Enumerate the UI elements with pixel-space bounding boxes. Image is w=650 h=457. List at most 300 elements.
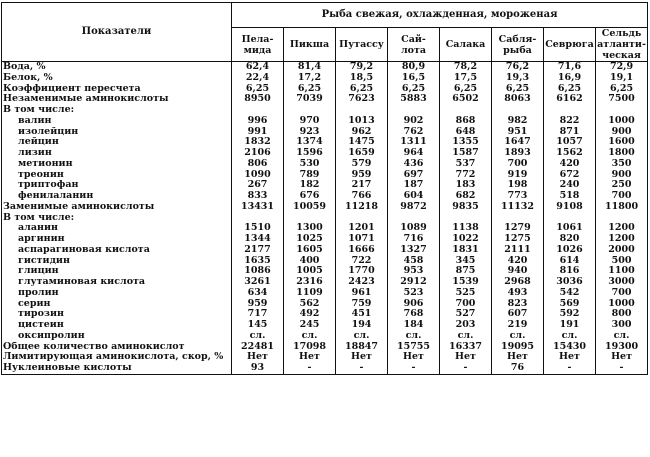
row-label: лизин: [2, 148, 232, 159]
value-cell: 2000: [596, 245, 648, 256]
value-cell: 1770: [336, 266, 388, 277]
value-cell: 537: [440, 159, 492, 170]
table-row: [2, 105, 648, 116]
value-cell: 5883: [388, 94, 440, 105]
value-cell: 11132: [492, 202, 544, 213]
value-cell: 420: [492, 256, 544, 267]
value-cell: 940: [492, 266, 544, 277]
table-row: [2, 213, 648, 224]
value-cell: 182: [284, 180, 336, 191]
value-cell: 1600: [596, 137, 648, 148]
value-cell: 1000: [596, 299, 648, 310]
value-cell: 982: [492, 116, 544, 127]
value-cell: [596, 213, 648, 224]
value-cell: 1100: [596, 266, 648, 277]
value-cell: 991: [232, 127, 284, 138]
value-cell: 1587: [440, 148, 492, 159]
value-cell: 6,25: [336, 84, 388, 95]
value-cell: 1800: [596, 148, 648, 159]
value-cell: 1000: [596, 116, 648, 127]
value-cell: 676: [284, 191, 336, 202]
value-cell: 184: [388, 320, 440, 331]
value-cell: 900: [596, 170, 648, 181]
value-cell: 2316: [284, 277, 336, 288]
value-cell: -: [596, 363, 648, 374]
value-cell: 16337: [440, 342, 492, 353]
value-cell: 1311: [388, 137, 440, 148]
value-cell: 682: [440, 191, 492, 202]
value-cell: 7039: [284, 94, 336, 105]
table-row: [2, 277, 648, 288]
row-label: метионин: [2, 159, 232, 170]
value-cell: 823: [492, 299, 544, 310]
value-cell: [284, 105, 336, 116]
table-row: [2, 299, 648, 310]
value-cell: [544, 105, 596, 116]
table-row: [2, 170, 648, 181]
value-cell: 1022: [440, 234, 492, 245]
value-cell: 187: [388, 180, 440, 191]
value-cell: 1596: [284, 148, 336, 159]
value-cell: 1061: [544, 223, 596, 234]
value-cell: [388, 105, 440, 116]
value-cell: 1275: [492, 234, 544, 245]
table-row: [2, 159, 648, 170]
value-cell: -: [388, 363, 440, 374]
value-cell: 19,1: [596, 73, 648, 84]
value-cell: сл.: [336, 331, 388, 342]
value-cell: Нет: [492, 352, 544, 363]
value-cell: 1831: [440, 245, 492, 256]
value-cell: 80,9: [388, 62, 440, 73]
column-header-line: рыба: [503, 44, 532, 56]
value-cell: 525: [440, 288, 492, 299]
value-cell: 245: [284, 320, 336, 331]
column-header: [232, 28, 284, 62]
header-group-fish: Рыба свежая, охлажденная, мороженая: [232, 3, 648, 28]
value-cell: 71,6: [544, 62, 596, 73]
value-cell: 8063: [492, 94, 544, 105]
value-cell: [232, 213, 284, 224]
value-cell: 1279: [492, 223, 544, 234]
value-cell: 203: [440, 320, 492, 331]
value-cell: 350: [596, 159, 648, 170]
value-cell: сл.: [440, 331, 492, 342]
value-cell: [284, 213, 336, 224]
value-cell: 19300: [596, 342, 648, 353]
row-label: валин: [2, 116, 232, 127]
column-header-line: Пела-: [241, 33, 274, 45]
value-cell: 22,4: [232, 73, 284, 84]
value-cell: 18847: [336, 342, 388, 353]
value-cell: 183: [440, 180, 492, 191]
value-cell: 7500: [596, 94, 648, 105]
value-cell: 72,9: [596, 62, 648, 73]
row-label: цистеин: [2, 320, 232, 331]
amino-acid-table-wrapper: [1, 2, 647, 454]
value-cell: 820: [544, 234, 596, 245]
value-cell: [336, 105, 388, 116]
value-cell: Нет: [232, 352, 284, 363]
value-cell: 267: [232, 180, 284, 191]
value-cell: 11800: [596, 202, 648, 213]
value-cell: 7623: [336, 94, 388, 105]
value-cell: 62,4: [232, 62, 284, 73]
value-cell: Нет: [440, 352, 492, 363]
value-cell: 902: [388, 116, 440, 127]
value-cell: 953: [388, 266, 440, 277]
row-label: оксипролин: [2, 331, 232, 342]
value-cell: [388, 213, 440, 224]
value-cell: сл.: [388, 331, 440, 342]
row-label: В том числе:: [2, 213, 232, 224]
table-body: [2, 62, 648, 375]
value-cell: 762: [388, 127, 440, 138]
value-cell: 1071: [336, 234, 388, 245]
value-cell: 672: [544, 170, 596, 181]
value-cell: 592: [544, 309, 596, 320]
table-row: [2, 342, 648, 353]
value-cell: 1026: [544, 245, 596, 256]
value-cell: 772: [440, 170, 492, 181]
value-cell: сл.: [596, 331, 648, 342]
value-cell: 198: [492, 180, 544, 191]
value-cell: 18,5: [336, 73, 388, 84]
value-cell: 19,3: [492, 73, 544, 84]
value-cell: 1635: [232, 256, 284, 267]
row-label: аргинин: [2, 234, 232, 245]
value-cell: 8950: [232, 94, 284, 105]
value-cell: 79,2: [336, 62, 388, 73]
value-cell: 871: [544, 127, 596, 138]
value-cell: 959: [336, 170, 388, 181]
value-cell: 15430: [544, 342, 596, 353]
value-cell: 1086: [232, 266, 284, 277]
column-header: [440, 28, 492, 62]
value-cell: 1013: [336, 116, 388, 127]
value-cell: 17098: [284, 342, 336, 353]
row-label: пролин: [2, 288, 232, 299]
value-cell: Нет: [388, 352, 440, 363]
value-cell: 3261: [232, 277, 284, 288]
value-cell: 700: [440, 299, 492, 310]
value-cell: 16,9: [544, 73, 596, 84]
value-cell: 492: [284, 309, 336, 320]
value-cell: [596, 105, 648, 116]
column-header-line: Сельдь: [601, 28, 642, 39]
value-cell: 768: [388, 309, 440, 320]
value-cell: 3000: [596, 277, 648, 288]
value-cell: 2177: [232, 245, 284, 256]
value-cell: 2968: [492, 277, 544, 288]
value-cell: сл.: [232, 331, 284, 342]
value-cell: 614: [544, 256, 596, 267]
value-cell: 13431: [232, 202, 284, 213]
value-cell: 700: [492, 159, 544, 170]
value-cell: -: [440, 363, 492, 374]
value-cell: 2423: [336, 277, 388, 288]
value-cell: 2111: [492, 245, 544, 256]
value-cell: сл.: [284, 331, 336, 342]
value-cell: Нет: [284, 352, 336, 363]
value-cell: 1475: [336, 137, 388, 148]
value-cell: 15755: [388, 342, 440, 353]
table-row: [2, 223, 648, 234]
value-cell: 527: [440, 309, 492, 320]
value-cell: 240: [544, 180, 596, 191]
table-row: [2, 363, 648, 374]
value-cell: 1562: [544, 148, 596, 159]
row-label: Заменимые аминокислоты: [2, 202, 232, 213]
row-label: аланин: [2, 223, 232, 234]
column-header: [544, 28, 596, 62]
value-cell: 217: [336, 180, 388, 191]
column-header-line: Севрюга: [545, 39, 594, 50]
value-cell: 458: [388, 256, 440, 267]
column-header-line: атланти-: [597, 39, 646, 50]
value-cell: 569: [544, 299, 596, 310]
value-cell: 1109: [284, 288, 336, 299]
table-row: [2, 352, 648, 363]
column-header-line: Сай-: [401, 33, 426, 45]
value-cell: 6,25: [284, 84, 336, 95]
column-header: [336, 28, 388, 62]
table-header: [2, 3, 648, 62]
value-cell: сл.: [492, 331, 544, 342]
value-cell: 6,25: [440, 84, 492, 95]
row-label: Лимитирующая аминокислота, скор, %: [2, 352, 232, 363]
row-label: серин: [2, 299, 232, 310]
row-label: Вода, %: [2, 62, 232, 73]
value-cell: 700: [596, 191, 648, 202]
value-cell: 1057: [544, 137, 596, 148]
row-label: тирозин: [2, 309, 232, 320]
value-cell: 800: [596, 309, 648, 320]
value-cell: 789: [284, 170, 336, 181]
column-header: [596, 28, 648, 62]
value-cell: Нет: [336, 352, 388, 363]
table-row: [2, 309, 648, 320]
value-cell: 1090: [232, 170, 284, 181]
value-cell: 875: [440, 266, 492, 277]
value-cell: 1666: [336, 245, 388, 256]
value-cell: 648: [440, 127, 492, 138]
column-header-line: Путассу: [339, 39, 384, 50]
value-cell: 78,2: [440, 62, 492, 73]
value-cell: 961: [336, 288, 388, 299]
value-cell: 9835: [440, 202, 492, 213]
table-row: [2, 73, 648, 84]
column-header: [284, 28, 336, 62]
table-row: [2, 202, 648, 213]
value-cell: 716: [388, 234, 440, 245]
value-cell: 996: [232, 116, 284, 127]
value-cell: -: [284, 363, 336, 374]
value-cell: 22481: [232, 342, 284, 353]
value-cell: 6162: [544, 94, 596, 105]
value-cell: 1355: [440, 137, 492, 148]
value-cell: 1200: [596, 223, 648, 234]
value-cell: 6,25: [544, 84, 596, 95]
value-cell: 1832: [232, 137, 284, 148]
table-row: [2, 180, 648, 191]
row-label: глутаминовая кислота: [2, 277, 232, 288]
value-cell: 607: [492, 309, 544, 320]
value-cell: 6502: [440, 94, 492, 105]
row-label: гистидин: [2, 256, 232, 267]
value-cell: 919: [492, 170, 544, 181]
value-cell: 906: [388, 299, 440, 310]
column-header-line: лота: [400, 44, 427, 56]
value-cell: 145: [232, 320, 284, 331]
value-cell: 2106: [232, 148, 284, 159]
value-cell: 11218: [336, 202, 388, 213]
value-cell: 17,5: [440, 73, 492, 84]
table-row: [2, 62, 648, 73]
column-header: [388, 28, 440, 62]
value-cell: 542: [544, 288, 596, 299]
value-cell: 1089: [388, 223, 440, 234]
column-header-line: ческая: [602, 50, 641, 61]
table-row: [2, 148, 648, 159]
value-cell: 76,2: [492, 62, 544, 73]
value-cell: 697: [388, 170, 440, 181]
table-row: [2, 137, 648, 148]
value-cell: 1647: [492, 137, 544, 148]
value-cell: 1893: [492, 148, 544, 159]
row-label: треонин: [2, 170, 232, 181]
table-row: [2, 266, 648, 277]
value-cell: 700: [596, 288, 648, 299]
value-cell: -: [544, 363, 596, 374]
value-cell: 6,25: [596, 84, 648, 95]
value-cell: 345: [440, 256, 492, 267]
table-row: [2, 331, 648, 342]
value-cell: 604: [388, 191, 440, 202]
value-cell: 1138: [440, 223, 492, 234]
value-cell: сл.: [544, 331, 596, 342]
value-cell: 822: [544, 116, 596, 127]
value-cell: 806: [232, 159, 284, 170]
value-cell: 1605: [284, 245, 336, 256]
value-cell: 219: [492, 320, 544, 331]
value-cell: 16,5: [388, 73, 440, 84]
value-cell: [440, 105, 492, 116]
value-cell: 1510: [232, 223, 284, 234]
value-cell: 9108: [544, 202, 596, 213]
row-label: триптофан: [2, 180, 232, 191]
value-cell: 19095: [492, 342, 544, 353]
row-label: Незаменимые аминокислоты: [2, 94, 232, 105]
value-cell: 493: [492, 288, 544, 299]
value-cell: 900: [596, 127, 648, 138]
value-cell: 420: [544, 159, 596, 170]
table-row: [2, 256, 648, 267]
value-cell: 530: [284, 159, 336, 170]
value-cell: 436: [388, 159, 440, 170]
value-cell: Нет: [596, 352, 648, 363]
row-label: аспарагиновая кислота: [2, 245, 232, 256]
value-cell: 76: [492, 363, 544, 374]
value-cell: 868: [440, 116, 492, 127]
value-cell: 250: [596, 180, 648, 191]
value-cell: 17,2: [284, 73, 336, 84]
value-cell: [492, 105, 544, 116]
value-cell: 6,25: [492, 84, 544, 95]
column-header-line: Сабля-: [498, 33, 537, 45]
value-cell: 964: [388, 148, 440, 159]
value-cell: 962: [336, 127, 388, 138]
value-cell: 1200: [596, 234, 648, 245]
value-cell: 191: [544, 320, 596, 331]
table-row: [2, 234, 648, 245]
value-cell: 766: [336, 191, 388, 202]
value-cell: 3036: [544, 277, 596, 288]
value-cell: 773: [492, 191, 544, 202]
value-cell: 1539: [440, 277, 492, 288]
row-label: Коэффициент пересчета: [2, 84, 232, 95]
table-row: [2, 320, 648, 331]
value-cell: -: [336, 363, 388, 374]
row-label: фенилаланин: [2, 191, 232, 202]
value-cell: 562: [284, 299, 336, 310]
value-cell: 6,25: [388, 84, 440, 95]
table-row: [2, 288, 648, 299]
value-cell: [336, 213, 388, 224]
column-header-line: Салака: [445, 39, 486, 50]
value-cell: [544, 213, 596, 224]
value-cell: [440, 213, 492, 224]
value-cell: 81,4: [284, 62, 336, 73]
header-indicators: Показатели: [2, 3, 232, 62]
row-label: Общее количество аминокислот: [2, 342, 232, 353]
value-cell: 722: [336, 256, 388, 267]
value-cell: 523: [388, 288, 440, 299]
value-cell: 451: [336, 309, 388, 320]
value-cell: 1344: [232, 234, 284, 245]
value-cell: 400: [284, 256, 336, 267]
value-cell: 579: [336, 159, 388, 170]
value-cell: 759: [336, 299, 388, 310]
amino-acid-table: [1, 2, 648, 375]
table-row: [2, 94, 648, 105]
column-header-line: Пикша: [289, 39, 330, 50]
table-row: [2, 245, 648, 256]
table-row: [2, 127, 648, 138]
value-cell: 970: [284, 116, 336, 127]
value-cell: Нет: [544, 352, 596, 363]
value-cell: 1659: [336, 148, 388, 159]
column-header-line: мида: [243, 44, 272, 56]
value-cell: 951: [492, 127, 544, 138]
value-cell: 6,25: [232, 84, 284, 95]
table-row: [2, 84, 648, 95]
value-cell: 1025: [284, 234, 336, 245]
row-label: изолейцин: [2, 127, 232, 138]
value-cell: [492, 213, 544, 224]
table-row: [2, 116, 648, 127]
value-cell: 923: [284, 127, 336, 138]
value-cell: 93: [232, 363, 284, 374]
value-cell: 194: [336, 320, 388, 331]
value-cell: 634: [232, 288, 284, 299]
value-cell: 10059: [284, 202, 336, 213]
column-header: [492, 28, 544, 62]
value-cell: 1005: [284, 266, 336, 277]
value-cell: [232, 105, 284, 116]
value-cell: 9872: [388, 202, 440, 213]
value-cell: 1374: [284, 137, 336, 148]
